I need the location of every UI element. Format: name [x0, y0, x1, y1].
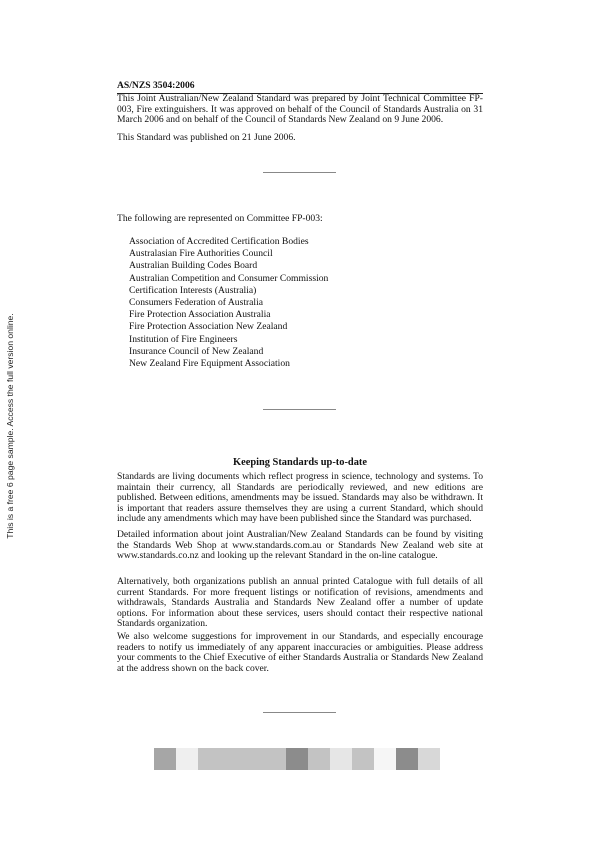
barcode-block [176, 748, 198, 770]
committee-member: Australian Building Codes Board [129, 260, 258, 272]
barcode-block [242, 748, 264, 770]
committee-member: Institution of Fire Engineers [129, 333, 238, 345]
barcode-strip [154, 748, 440, 770]
barcode-block [374, 748, 396, 770]
barcode-block [396, 748, 418, 770]
committee-heading: The following are represented on Committee FP-003: [117, 213, 323, 224]
section-divider [263, 712, 336, 713]
committee-member: Fire Protection Association Australia [129, 309, 271, 321]
barcode-block [264, 748, 286, 770]
barcode-block [352, 748, 374, 770]
barcode-block [198, 748, 220, 770]
barcode-block [220, 748, 242, 770]
sample-notice [3, 313, 17, 539]
barcode-block [308, 748, 330, 770]
body-paragraph: Detailed information about joint Australian/New Zealand Standards can be found by visiting the Standards Web Shop at www.standards.com.au or Standards New Zealand web site at www.standards.co.nz and looking up the relevant Standard in the on-line catalogue. [117, 529, 483, 562]
committee-member: Australasian Fire Authorities Council [129, 248, 273, 260]
barcode-block [330, 748, 352, 770]
committee-member: Consumers Federation of Australia [129, 296, 264, 308]
committee-member: Insurance Council of New Zealand [129, 345, 264, 357]
committee-member: Association of Accredited Certification Bodies [129, 236, 309, 247]
barcode-block [154, 748, 176, 770]
published-date: This Standard was published on 21 June 2006. [117, 132, 296, 143]
barcode-block [286, 748, 308, 770]
committee-member: Certification Interests (Australia) [129, 284, 257, 296]
committee-member-list [129, 236, 328, 370]
section-title: Keeping Standards up-to-date [233, 457, 367, 468]
body-paragraph: Alternatively, both organizations publish an annual printed Catalogue with full details of all current Standards. For more frequent listings or notification of revisions, amendments and withdrawals, Standards Australia and Standards New Zealand offer a number of update options. For information about these services, users should contact their respective national Standards organization. [117, 576, 483, 630]
committee-member: Fire Protection Association New Zealand [129, 321, 288, 333]
intro-paragraph: This Joint Australian/New Zealand Standard was prepared by Joint Technical Committee FP-003, Fire extinguishers. It was approved on behalf of the Council of Standards Australia on 31 March 2006 and on behalf of the Council of Standards New Zealand on 9 June 2006. [117, 93, 483, 126]
body-paragraph: Standards are living documents which reflect progress in science, technology and systems. To maintain their currency, all Standards are periodically reviewed, and new editions are published. Between editions, amendments may be issued. Standards may also be withdrawn. It is important that readers assure themselves they are using a current Standard, which should include any amendments which may have been published since the Standard was purchased. [117, 471, 483, 525]
section-divider [263, 172, 336, 173]
body-paragraph: We also welcome suggestions for improvement in our Standards, and especially encourage readers to notify us immediately of any apparent inaccuracies or ambiguities. Please address your comments to the Chief Executive of either Standards Australia or Standards New Zealand at the address shown on the back cover. [117, 631, 483, 674]
barcode-block [418, 748, 440, 770]
committee-member: New Zealand Fire Equipment Association [129, 357, 290, 369]
committee-member: Australian Competition and Consumer Commission [129, 272, 329, 284]
section-divider [263, 409, 336, 410]
document-id: AS/NZS 3504:2006 [117, 80, 483, 94]
sample-notice-text: This is a free 6 page sample. Access the full version online. [5, 313, 15, 539]
